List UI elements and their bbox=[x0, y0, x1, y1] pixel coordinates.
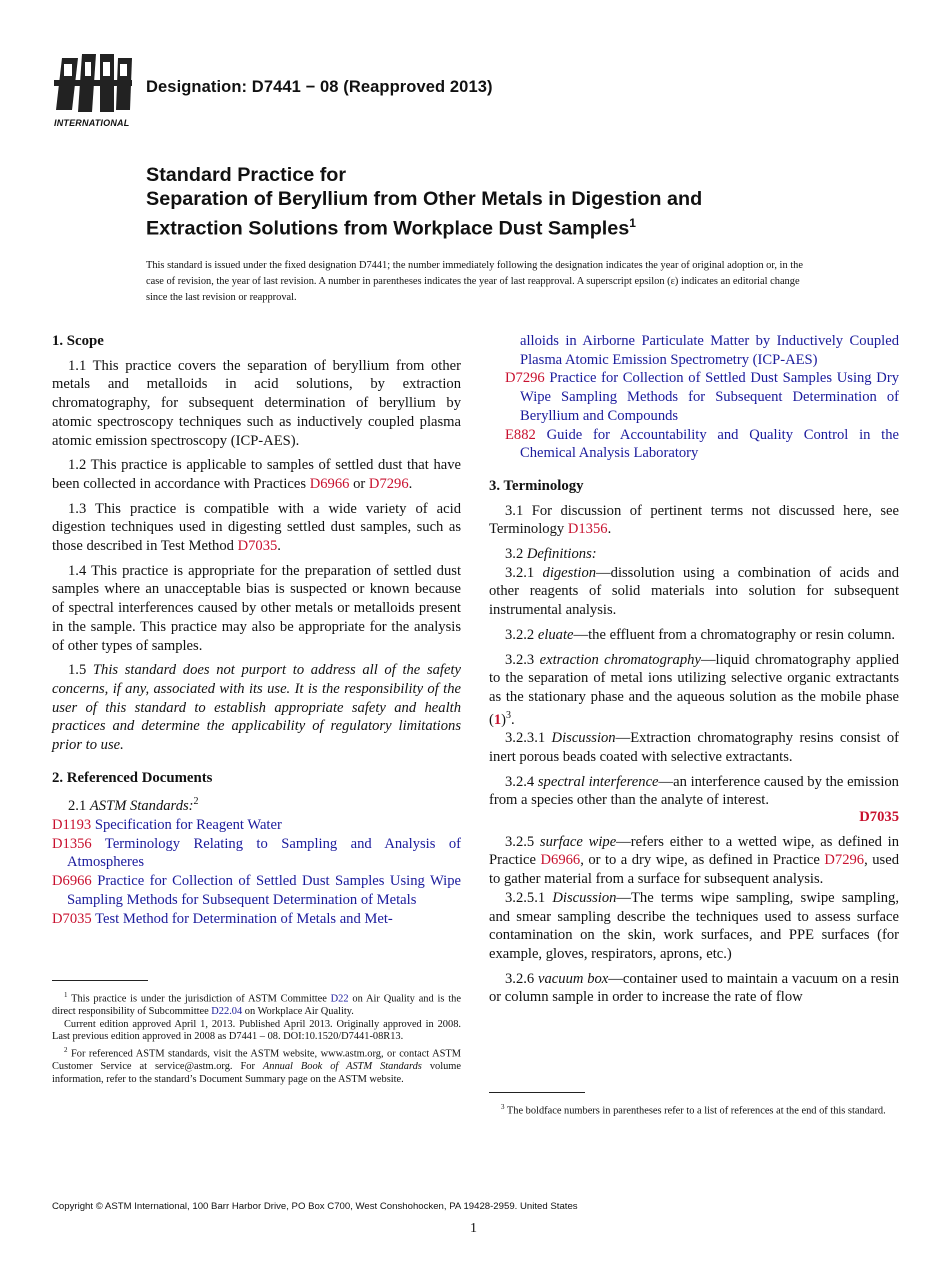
scope-1-3-text: 1.3 This practice is compatible with a wide variety of acid digestion techniques used in digesting settled dust samples, such as those described in Test Method bbox=[52, 500, 461, 555]
footnote-3 bbox=[489, 1101, 899, 1118]
term-3-2-5-a: —refers either to a wetted wipe, as defined in Practice bbox=[489, 833, 899, 869]
link-d7296-term[interactable]: D7296 bbox=[824, 852, 865, 869]
term-3-2-6-num: 3.2.6 bbox=[505, 970, 539, 987]
term-3-1-text: 3.1 For discussion of pertinent terms not discussed here, see Terminology bbox=[489, 502, 899, 538]
term-3-2-2-def: —the effluent from a chromatography or resin column. bbox=[573, 626, 896, 643]
title-line-2: Separation of Beryllium from Other Metals in Digestion and bbox=[146, 188, 703, 210]
astm-standards-label bbox=[52, 793, 461, 816]
ref-title[interactable]: Specification for Reagent Water bbox=[94, 817, 282, 834]
fn1-c: on Workplace Air Quality. bbox=[242, 1006, 354, 1018]
footnote-1 bbox=[52, 989, 461, 1019]
scope-1-5-num: 1.5 bbox=[68, 662, 93, 679]
ref-code[interactable]: E882 bbox=[505, 426, 536, 443]
term-3-2-4-num: 3.2.4 bbox=[505, 773, 538, 790]
term-3-2-5-1-term: Discussion bbox=[552, 889, 617, 906]
ref-code[interactable]: D7035 bbox=[52, 910, 92, 927]
ref-code[interactable]: D7296 bbox=[505, 370, 545, 387]
ref-item-continued[interactable] bbox=[489, 332, 899, 369]
title-footnote-mark: 1 bbox=[629, 216, 636, 230]
title-line-3 bbox=[146, 211, 886, 241]
footnote-1-edition: Current edition approved April 1, 2013. Published April 2013. Originally approved in 2008. Last previous edition approved in 2008 as D7441 – 08. DOI:10.1520/D7441-08R13. bbox=[52, 1018, 461, 1043]
link-d1356[interactable]: D1356 bbox=[567, 521, 608, 538]
term-3-2-3-term: extraction chromatography bbox=[539, 651, 701, 668]
copyright: Copyright © ASTM International, 100 Barr Harbor Drive, PO Box C700, West Conshohocken, PA 19428-2959. United States bbox=[52, 1201, 578, 1212]
term-3-2-5-term: surface wipe bbox=[539, 833, 617, 850]
fn3-text: The boldface numbers in parentheses refer to a list of references at the end of this standard. bbox=[504, 1105, 886, 1117]
fn2-mark: 2 bbox=[64, 1045, 68, 1054]
ref-code[interactable]: D1193 bbox=[52, 817, 92, 834]
link-d7296[interactable]: D7296 bbox=[368, 475, 409, 492]
term-3-2-3-close: ) bbox=[501, 711, 507, 728]
right-footnotes bbox=[489, 1092, 899, 1118]
term-3-2-num: 3.2 bbox=[505, 546, 527, 563]
source-tag-d7035[interactable]: D7035 bbox=[859, 809, 899, 826]
ref-code[interactable]: D6966 bbox=[52, 873, 92, 890]
term-3-2-4-term: spectral interference bbox=[537, 773, 659, 790]
astm-standards-num: 2.1 bbox=[68, 798, 90, 815]
term-3-2-6-term: vacuum box bbox=[538, 970, 609, 987]
ref-title-part2[interactable]: alloids in Airborne Particulate Matter by Inductively Coupled Plasma Atomic Emission Spectrometry (ICP-AES) bbox=[520, 333, 899, 368]
reference-1-link[interactable]: 1 bbox=[493, 711, 502, 728]
term-3-2-5-1-num: 3.2.5.1 bbox=[505, 889, 553, 906]
term-3-2-1-def: —dissolution using a combination of acids and other reagents of solid materials into solution for subsequent instrumental analysis. bbox=[489, 564, 899, 619]
scope-heading: 1. Scope bbox=[52, 333, 104, 349]
term-3-2-5-c: , used to gather material from a surface for subsequent analysis. bbox=[489, 852, 899, 888]
term-3-2-3-1-term: Discussion bbox=[551, 730, 616, 747]
footnote-rule bbox=[489, 1092, 585, 1093]
term-3-2 bbox=[489, 545, 899, 564]
link-d6966-term[interactable]: D6966 bbox=[540, 852, 581, 869]
astm-logo bbox=[52, 52, 136, 132]
footnote-rule bbox=[52, 980, 148, 981]
term-3-2-5 bbox=[489, 833, 899, 889]
scope-1-2-text: 1.2 This practice is applicable to samples of settled dust that have been collected in accordance with Practices bbox=[52, 457, 461, 492]
term-3-2-5-1 bbox=[489, 889, 899, 964]
ref-title[interactable]: Guide for Accountability and Quality Control in the Chemical Analysis Laboratory bbox=[520, 426, 899, 462]
term-3-2-2 bbox=[489, 626, 899, 645]
left-column bbox=[52, 332, 462, 1085]
scope-1-2-end: . bbox=[408, 475, 413, 492]
left-footnotes bbox=[52, 980, 461, 1086]
link-d7035[interactable]: D7035 bbox=[237, 538, 278, 555]
ref-item[interactable] bbox=[489, 426, 899, 463]
scope-1-5 bbox=[52, 661, 461, 755]
terminology-heading: 3. Terminology bbox=[489, 477, 584, 494]
ref-title[interactable]: Terminology Relating to Sampling and Analysis of Atmospheres bbox=[67, 835, 462, 871]
scope-1-3 bbox=[52, 500, 461, 556]
scope-1-5-text: This standard does not purport to address all of the safety concerns, if any, associated with its use. It is the responsibility of the user of this standard to establish appropriate safety and health practices and determine the applicability of regulatory limitations prior to use. bbox=[52, 662, 461, 754]
astm-standards-fn: 2 bbox=[193, 796, 199, 808]
term-3-2-3-end: . bbox=[511, 711, 515, 728]
ref-code[interactable]: D1356 bbox=[52, 835, 92, 852]
term-3-2-3-def: —liquid chromatography applied to the separation of metal ions utilizing selective organic extractants as the stationary phase and the aqueous solution as the mobile phase ( bbox=[489, 651, 899, 728]
scope-1-2 bbox=[52, 456, 461, 493]
ref-title[interactable]: Practice for Collection of Settled Dust Samples Using Wipe Sampling Methods for Subsequent Determination of Metals bbox=[67, 873, 461, 908]
fn2-italic: Annual Book of ASTM Standards bbox=[262, 1060, 422, 1072]
ref-item[interactable] bbox=[52, 872, 461, 909]
footnote-2 bbox=[52, 1044, 461, 1086]
ref-item[interactable] bbox=[52, 910, 461, 929]
ref-title-part1[interactable]: Test Method for Determination of Metals and Met- bbox=[95, 910, 393, 927]
astm-standards-text: ASTM Standards: bbox=[89, 798, 194, 815]
term-3-2-2-term: eluate bbox=[537, 626, 574, 643]
link-d6966[interactable]: D6966 bbox=[309, 475, 350, 492]
term-3-2-1 bbox=[489, 564, 899, 620]
scope-1-1: 1.1 This practice covers the separation of beryllium from other metals and metalloids in acid solutions, by extraction chromatography, for subsequent determination of beryllium by atomic spectroscopy techniques such as inductively coupled plasma atomic emission spectroscopy (ICP-AES). bbox=[52, 357, 461, 449]
term-3-2-5-1-def: —The terms wipe sampling, swipe sampling, and smear sampling describe the techniques used to assess surface contamination on the skin, work surfaces, and PPE surfaces (for example, gloves, respirators, aprons, etc.) bbox=[489, 889, 899, 962]
link-d22[interactable]: D22 bbox=[330, 993, 349, 1005]
term-3-2-3-1-num: 3.2.3.1 bbox=[505, 730, 552, 747]
term-3-2-4-def: —an interference caused by the emission from a species other than the analyte of interest. bbox=[489, 773, 899, 809]
link-d22-04[interactable]: D22.04 bbox=[211, 1006, 243, 1018]
page-number: 1 bbox=[470, 1221, 477, 1236]
term-3-2-5-b: , or to a dry wipe, as defined in Practice bbox=[580, 852, 825, 869]
logo-wordmark: INTERNATIONAL bbox=[54, 118, 130, 128]
title-line-3-text: Extraction Solutions from Workplace Dust Samples bbox=[146, 217, 630, 240]
term-3-2-3 bbox=[489, 651, 899, 730]
term-3-2-6 bbox=[489, 970, 899, 1007]
term-3-2-1-term: digestion bbox=[542, 564, 597, 581]
scope-1-2-mid: or bbox=[349, 475, 369, 492]
term-3-2-1-num: 3.2.1 bbox=[505, 564, 543, 581]
scope-1-3-end: . bbox=[277, 538, 281, 555]
fn1-a: This practice is under the jurisdiction of ASTM Committee bbox=[67, 993, 331, 1005]
fn1-b: on Air Quality and is the direct responsibility of Subcommittee bbox=[52, 993, 461, 1018]
scope-1-4: 1.4 This practice is appropriate for the preparation of settled dust samples where an unacceptable bias is suspected or known because of spectral interferences caused by other metals or metalloids present in the sample. This practice may also be appropriate for the analysis of other types of samples. bbox=[52, 562, 461, 654]
term-3-2-3-1 bbox=[489, 729, 899, 766]
fn1-mark: 1 bbox=[64, 991, 68, 999]
designation: Designation: D7441 − 08 (Reapproved 2013) bbox=[146, 78, 493, 96]
referenced-documents-heading: 2. Referenced Documents bbox=[52, 769, 213, 786]
term-3-2-5-num: 3.2.5 bbox=[505, 833, 540, 850]
fn3-mark: 3 bbox=[501, 1103, 505, 1111]
document-title bbox=[146, 163, 886, 241]
term-3-1-end: . bbox=[607, 521, 612, 538]
ref-item[interactable] bbox=[52, 816, 461, 835]
preamble: This standard is issued under the fixed designation D7441; the number immediately following the designation indicates the year of original adoption or, in the case of revision, the year of last revision. A number in parentheses indicates the year of last reapproval. A superscript epsilon (ε) indicates an editorial change since the last revision or reapproval. bbox=[146, 260, 803, 303]
right-column bbox=[489, 332, 899, 1117]
ref-item[interactable] bbox=[52, 835, 461, 872]
term-3-1 bbox=[489, 502, 899, 539]
fn2-b: volume information, refer to the standard’s Document Summary page on the ASTM website. bbox=[52, 1060, 461, 1085]
term-3-2-6-def: —container used to maintain a vacuum on a resin or column sample in order to increase the rate of flow bbox=[489, 970, 899, 1006]
ref-title[interactable]: Practice for Collection of Settled Dust Samples Using Dry Wipe Sampling Methods for Subsequent Determination of Beryllium and Compounds bbox=[520, 370, 899, 424]
fn2-a: For referenced ASTM standards, visit the ASTM website, www.astm.org, or contact ASTM Customer Service at service@astm.org. For bbox=[52, 1048, 461, 1072]
footnote-3-mark: 3 bbox=[506, 709, 512, 721]
term-3-2-label: Definitions: bbox=[526, 546, 597, 563]
term-3-2-2-num: 3.2.2 bbox=[505, 626, 538, 643]
term-3-2-3-1-def: —Extraction chromatography resins consist of inert porous beads coated with selective extractants. bbox=[489, 730, 899, 765]
title-line-1: Standard Practice for bbox=[146, 164, 347, 186]
ref-item[interactable] bbox=[489, 369, 899, 425]
term-3-2-4 bbox=[489, 773, 899, 810]
term-3-2-3-num: 3.2.3 bbox=[505, 651, 540, 668]
